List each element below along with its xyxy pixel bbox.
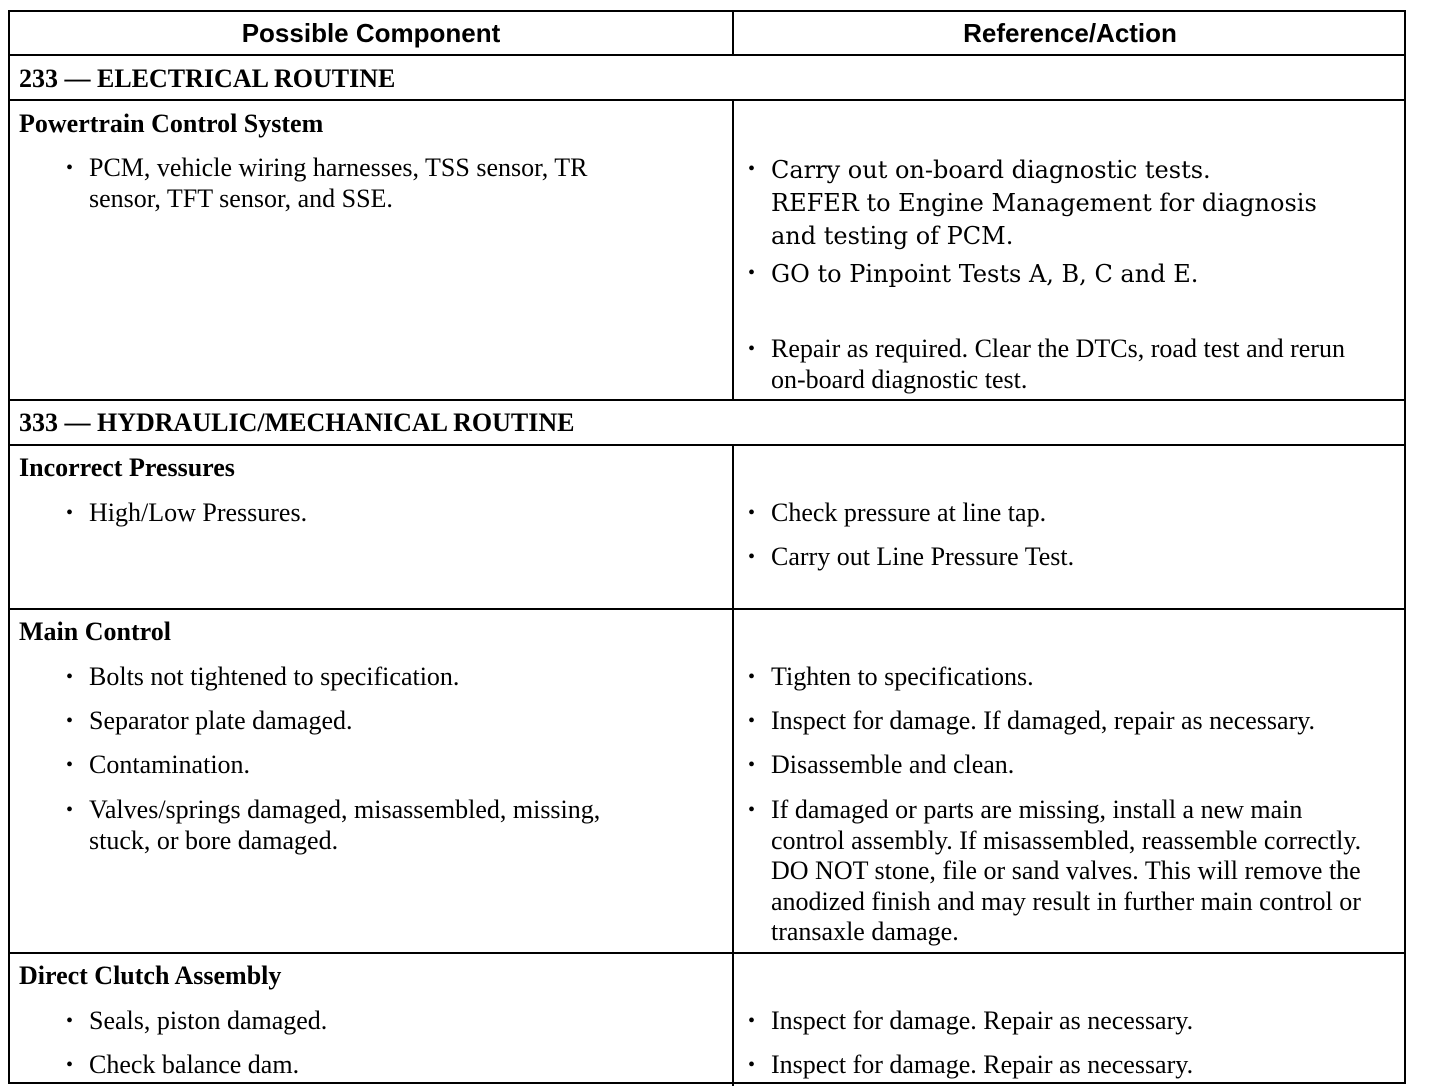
- row-divider: [10, 399, 1404, 401]
- bullet-icon: •: [748, 158, 756, 180]
- column-header-reference-action: Reference/Action: [963, 18, 1177, 48]
- bullet-icon: •: [748, 546, 756, 568]
- action-item: • If damaged or parts are missing, install a new main control assembly. If misassembled, reassemble correctly. DO NOT stone, file or sand valves. This will remove the anodized finish and may result in further main control or transaxle damage.: [748, 795, 1362, 946]
- bullet-icon: •: [748, 666, 756, 688]
- row-divider: [10, 99, 1404, 101]
- group-title-main-control: Main Control: [19, 617, 171, 646]
- bullet-icon: •: [66, 754, 74, 776]
- component-item: • Bolts not tightened to specification.: [66, 662, 460, 691]
- bullet-icon: •: [66, 1010, 74, 1032]
- bullet-icon: •: [748, 1054, 756, 1076]
- section-title-hydraulic-mechanical-routine: 333 — HYDRAULIC/MECHANICAL ROUTINE: [19, 408, 575, 437]
- column-divider: [732, 100, 734, 400]
- component-item: • PCM, vehicle wiring harnesses, TSS sensor, TR sensor, TFT sensor, and SSE.: [66, 153, 588, 213]
- column-header-possible-component: Possible Component: [241, 18, 501, 48]
- bullet-icon: •: [748, 1010, 756, 1032]
- action-item: • Carry out on-board diagnostic tests. REFER to Engine Management for diagnosis and testing of PCM.: [748, 156, 1317, 250]
- action-item: • Carry out Line Pressure Test.: [748, 542, 1075, 571]
- action-item: • Inspect for damage. If damaged, repair as necessary.: [748, 706, 1316, 735]
- action-item: • GO to Pinpoint Tests A, B, C and E.: [748, 260, 1199, 288]
- bullet-icon: •: [66, 666, 74, 688]
- column-divider: [732, 445, 734, 1086]
- bullet-icon: •: [748, 338, 756, 360]
- action-item: • Repair as required. Clear the DTCs, road test and rerun on-board diagnostic test.: [748, 334, 1345, 394]
- bullet-icon: •: [748, 262, 756, 284]
- row-divider: [10, 444, 1404, 446]
- row-divider: [10, 608, 1404, 610]
- bullet-icon: •: [748, 502, 756, 524]
- action-item: • Inspect for damage. Repair as necessary.: [748, 1006, 1194, 1035]
- row-divider: [10, 952, 1404, 954]
- action-item: • Inspect for damage. Repair as necessary.: [748, 1050, 1194, 1079]
- bullet-icon: •: [748, 799, 756, 821]
- component-item: • Separator plate damaged.: [66, 706, 353, 735]
- action-item: • Disassemble and clean.: [748, 750, 1015, 779]
- bullet-icon: •: [66, 502, 74, 524]
- group-title-powertrain-control-system: Powertrain Control System: [19, 109, 324, 138]
- bullet-icon: •: [66, 1054, 74, 1076]
- bullet-icon: •: [748, 710, 756, 732]
- component-item: • Seals, piston damaged.: [66, 1006, 328, 1035]
- group-title-direct-clutch-assembly: Direct Clutch Assembly: [19, 961, 282, 990]
- bullet-icon: •: [66, 157, 74, 179]
- section-title-electrical-routine: 233 — ELECTRICAL ROUTINE: [19, 64, 396, 93]
- component-item: • Contamination.: [66, 750, 251, 779]
- component-item: • High/Low Pressures.: [66, 498, 308, 527]
- action-item: • Check pressure at line tap.: [748, 498, 1047, 527]
- troubleshooting-table: [8, 10, 1406, 1084]
- row-divider: [10, 54, 1404, 56]
- action-item: • Tighten to specifications.: [748, 662, 1034, 691]
- component-item: • Valves/springs damaged, misassembled, missing, stuck, or bore damaged.: [66, 795, 601, 855]
- component-item: • Check balance dam.: [66, 1050, 300, 1079]
- group-title-incorrect-pressures: Incorrect Pressures: [19, 453, 235, 482]
- bullet-icon: •: [748, 754, 756, 776]
- column-divider: [732, 12, 734, 55]
- bullet-icon: •: [66, 799, 74, 821]
- bullet-icon: •: [66, 710, 74, 732]
